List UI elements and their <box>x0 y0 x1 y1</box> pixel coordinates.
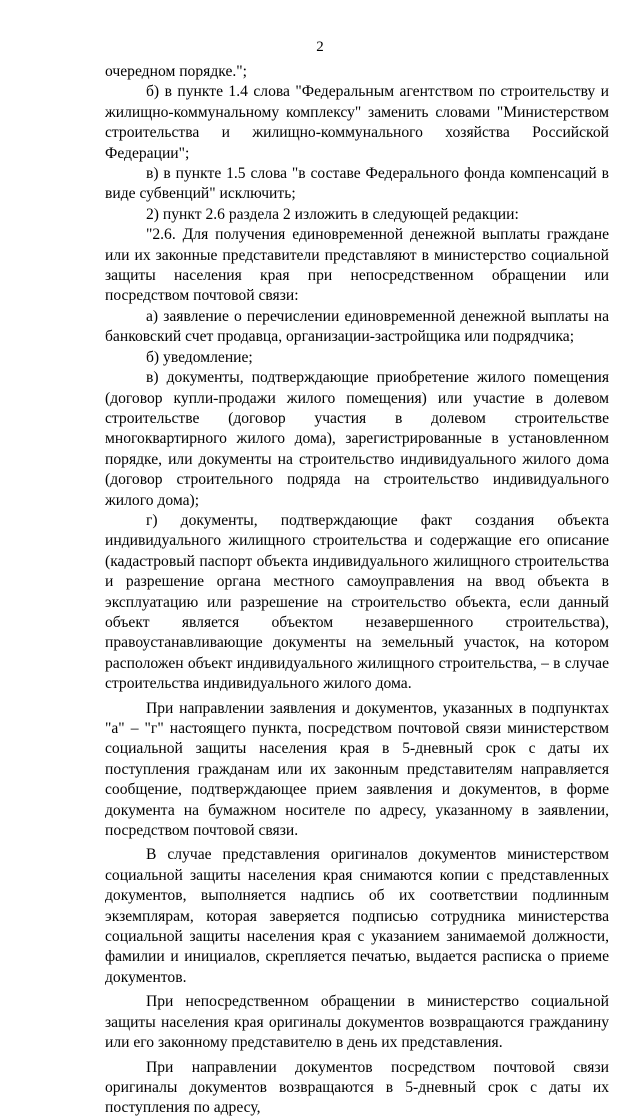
paragraph-postal-submission: При направлении заявления и документов, указанных в подпунктах "а" – "г" настоящего пункта, посредством почтовой связи министерством социальной защиты населения края в 5-дневный срок с даты их поступления гражданам или их законным представителям направляется сообщение, подтверждающее прием заявления и документов, в форме документа на бумажном носителе по адресу, указанному в заявлении, посредством почтовой связи. <box>105 699 609 840</box>
paragraph-subitem-a: а) заявление о перечислении единовременной денежной выплаты на банковский счет продавца, организации-застройщика или подрядчика; <box>105 307 609 346</box>
paragraph-item-b-1-4: б) в пункте 1.4 слова "Федеральным агентством по строительству и жилищно-коммунальному комплексу" заменить словами "Министерством строительства и жилищно-коммунального хозяйства Российской Федерации"; <box>105 83 609 162</box>
paragraph-continuation: очередном порядке."; <box>105 63 247 80</box>
paragraph-postal-return: При направлении документов посредством почтовой связи оригиналы документов возвращаются в 5-дневный срок с даты их поступления по адресу, <box>105 1058 609 1117</box>
document-body <box>105 62 609 1119</box>
paragraph-2-6-intro: "2.6. Для получения единовременной денежной выплаты граждане или их законные представители представляют в министерство социальной защиты населения края при непосредственном обращении или посредством почтовой связи: <box>105 226 609 305</box>
paragraph-subitem-v: в) документы, подтверждающие приобретение жилого помещения (договор купли-продажи жилого помещения) или участие в долевом строительстве (договор участия в долевом строительстве многоквартирного жилого дома), зарегистрированные в установленном порядке, или документы на строительство индивидуального жилого дома (договор строительного подряда на строительство индивидуального жилого дома); <box>105 369 609 509</box>
paragraph-direct-return: При непосредственном обращении в министерство социальной защиты населения края оригиналы документов возвращаются гражданину или его законному представителю в день их представления. <box>105 993 609 1052</box>
paragraph-item-v-1-5: в) в пункте 1.5 слова "в составе Федерального фонда компенсаций в виде субвенций" исключить; <box>105 165 609 203</box>
paragraph-subitem-b: б) уведомление; <box>146 348 253 366</box>
paragraph-item-2-2-6: 2) пункт 2.6 раздела 2 изложить в следующей редакции: <box>146 205 519 223</box>
page-number: 2 <box>316 39 324 55</box>
paragraph-subitem-g: г) документы, подтверждающие факт создания объекта индивидуального жилищного строительства и содержащие его описание (кадастровый паспорт объекта индивидуального жилищного строительства и разрешение органа местного самоуправления на ввод объекта в эксплуатацию или разрешение на строительство объекта, если данный объект является объектом незавершенного строительства), правоустанавливающие документы на земельный участок, на котором расположен объект индивидуального жилищного строительства, – в случае строительства индивидуального жилого дома. <box>105 511 609 693</box>
paragraph-originals-copies: В случае представления оригиналов документов министерством социальной защиты населения края снимаются копии с представленных документов, выполняется надпись об их соответствии подлинным экземплярам, которая заверяется подписью сотрудника министерства социальной защиты населения края с указанием занимаемой должности, фамилии и инициалов, скрепляется печатью, выдается расписка о приеме документов. <box>105 846 609 986</box>
